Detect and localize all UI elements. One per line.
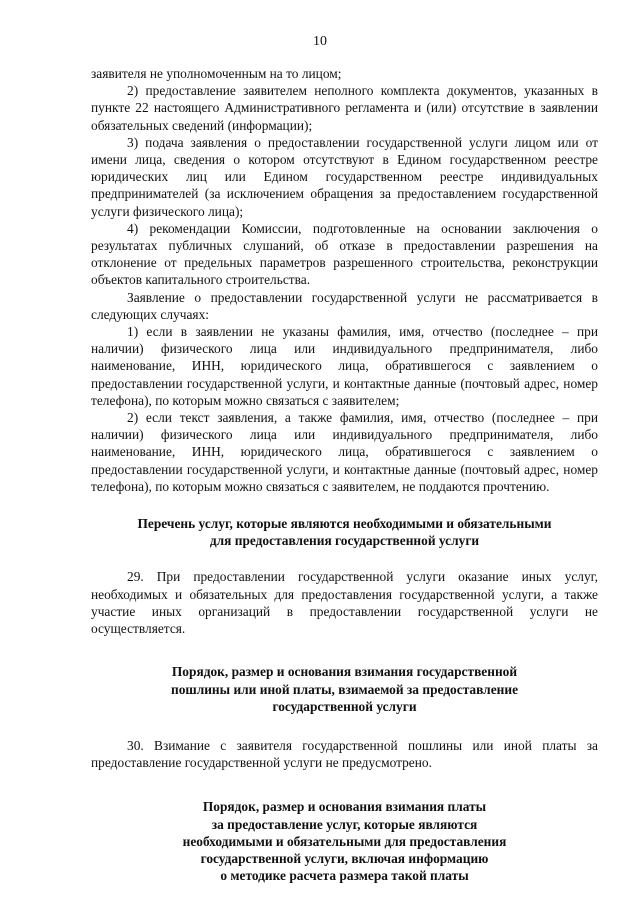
section-heading-required-services: Перечень услуг, которые являются необходимыми и обязательными для предоставления государственной услуги (137, 516, 552, 549)
document-body (91, 65, 598, 884)
paragraph-section-29: 29. При предоставлении государственной услуги оказание иных услуг, необходимых и обязательных для предоставления государственной услуги, а также участие иных организаций в предоставлении государственной услуги не осуществляется. (91, 569, 598, 637)
page-number: 10 (313, 34, 327, 49)
paragraph-continuation: заявителя не уполномоченным на то лицом; (91, 66, 342, 81)
paragraph-item-3: 3) подача заявления о предоставлении государственной услуги лицом или от имени лица, сведения о котором отсутствуют в Едином государственном реестре юридических лиц или Едином государственном реестре индивидуальных предпринимателей (за исключением обращения за предоставлением государственной услуги физического лица); (91, 134, 598, 219)
section-heading-state-fee: Порядок, размер и основания взимания государственной пошлины или иной платы, взимаемой за предоставление государственной услуги (170, 664, 519, 714)
paragraph-not-considered: Заявление о предоставлении государственной услуги не рассматривается в следующих случаях: (91, 289, 598, 322)
paragraph-case-1: 1) если в заявлении не указаны фамилия, имя, отчество (последнее – при наличии) физического лица или индивидуального предпринимателя, либо наименование, ИНН, юридического лица, обратившегося с заявлением о предоставлении государственной услуги, и контактные данные (почтовый адрес, номер телефона), по которым можно связаться с заявителем; (91, 324, 598, 408)
paragraph-item-4: 4) рекомендации Комиссии, подготовленные на основании заключения о результатах публичных слушаний, об отказе в предоставлении разрешения на отклонение от предельных параметров разрешенного строительства, реконструкции объектов капитального строительства. (91, 220, 598, 288)
paragraph-item-2: 2) предоставление заявителем неполного комплекта документов, указанных в пункте 22 настоящего Административного регламента и (или) отсутствие в заявлении обязательных сведений (информации); (91, 83, 598, 133)
section-heading-service-fee: Порядок, размер и основания взимания платы за предоставление услуг, которые являются необходимыми и обязательными для предоставления государственной услуги, включая информацию о методике расчета размера такой платы (182, 799, 507, 884)
paragraph-section-30: 30. Взимание с заявителя государственной пошлины или иной платы за предоставление государственной услуги не предусмотрено. (91, 737, 598, 771)
paragraph-case-2: 2) если текст заявления, а также фамилия, имя, отчество (последнее – при наличии) физического лица или индивидуального предпринимателя, либо наименование, ИНН, юридического лица, обратившегося с заявлением о предоставлении государственной услуги, и контактные данные (почтовый адрес, номер телефона), по которым можно связаться с заявителем, не поддаются прочтению. (91, 410, 598, 494)
